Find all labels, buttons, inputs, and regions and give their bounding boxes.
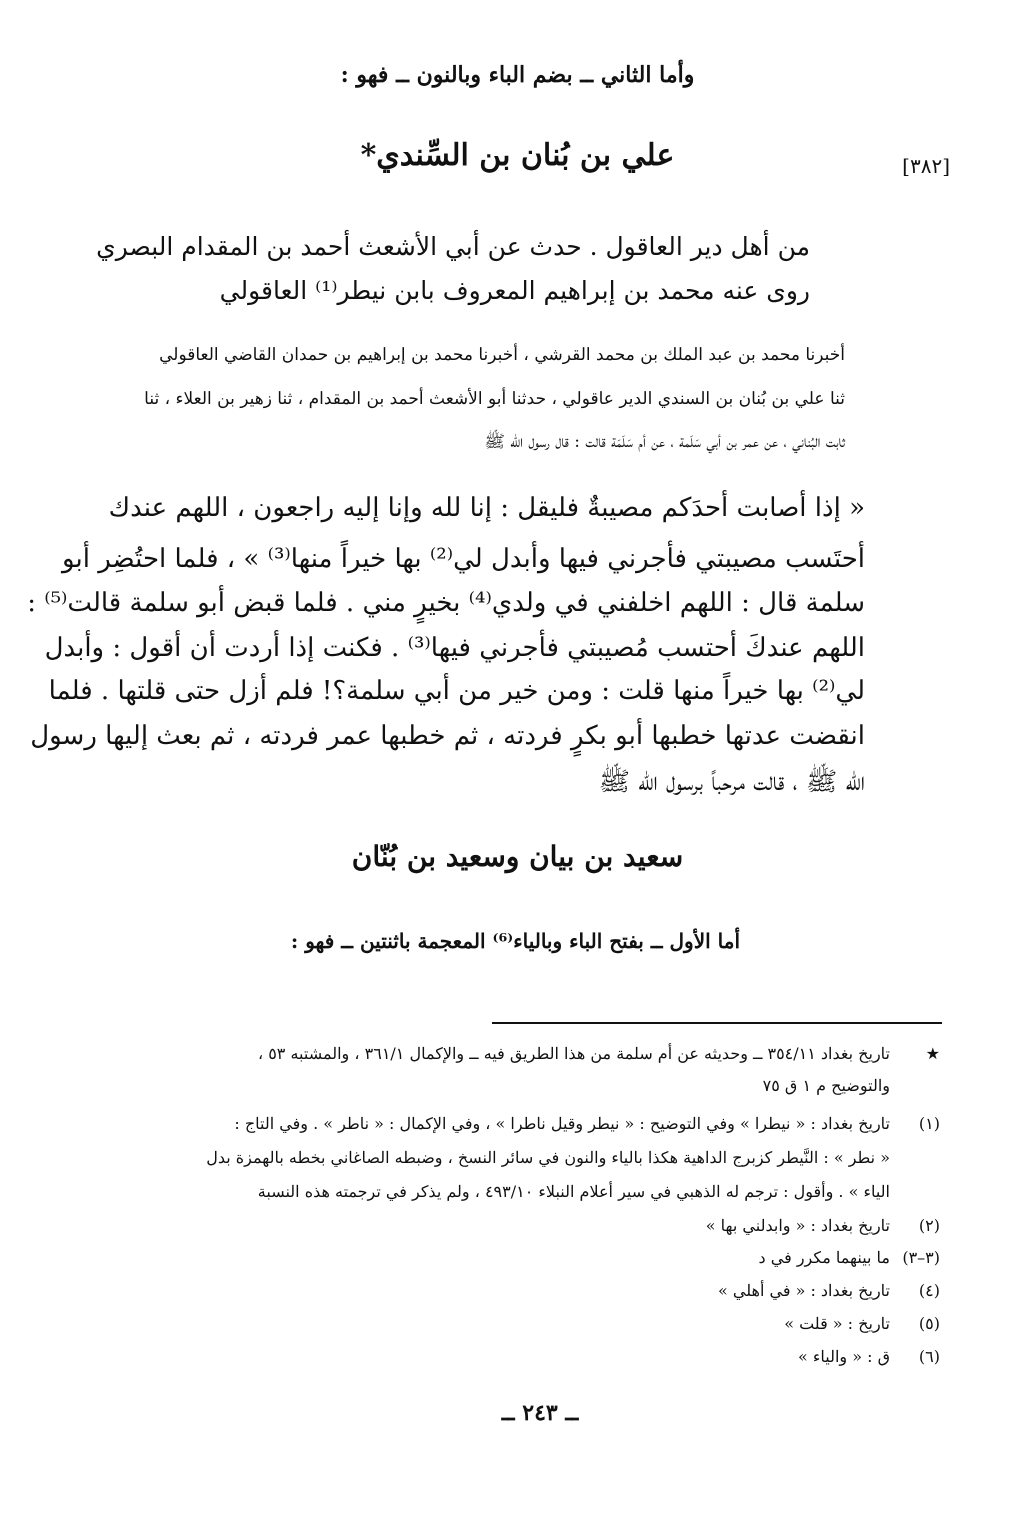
footnote-divider (492, 1022, 942, 1024)
footnote-line: ق : « والياء » (798, 1347, 890, 1366)
isnad-line: ثنا علي بن بُنان بن السندي الدير عاقولي ، حدثنا أبو الأشعث أحمد بن المقدام ، ثنا زهير بن العلاء ، ثنا (144, 389, 845, 409)
footnote-line: تاريخ بغداد : « في أهلي » (718, 1281, 890, 1300)
hadith-line: انقضت عدتها خطبها أبو بكرٍ فردته ، ثم خطبها عمر فردته ، ثم بعث إليها رسول (30, 721, 865, 751)
footnote-line: تاريخ بغداد ٣٥٤/١١ ــ وحديثه عن أم سلمة من هذا الطريق فيه ــ والإكمال ٣٦١/١ ، والمشتبه ٥٣ ، (257, 1044, 890, 1063)
hadith-line: الله ﷺ ، قالت مرحباً برسول الله ﷺ (598, 767, 865, 797)
footnote-line: تاريخ بغداد : « وابدلني بها » (705, 1216, 890, 1235)
footnote-marker: (٤) (918, 1281, 940, 1300)
hadith-line: « إذا أصابت أحدَكم مصيبةٌ فليقل : إنا لله وإنا إليه راجعون ، اللهم عندك (108, 493, 865, 523)
isnad-line: أخبرنا محمد بن عبد الملك بن محمد القرشي ، أخبرنا محمد بن إبراهيم بن حمدان القاضي العاقولي (159, 345, 845, 365)
hadith-line: اللهم عندكَ أحتسب مُصيبتي فأجرني فيها⁽³⁾ . فكنت إذا أردت أن أقول : وأبدل (44, 633, 865, 663)
footnote-line: والتوضيح م ١ ق ٧٥ (762, 1076, 890, 1095)
footnote-line: ما بينهما مكرر في د (758, 1248, 890, 1267)
intro-line: روى عنه محمد بن إبراهيم المعروف بابن نيطر⁽¹⁾ العاقولي (219, 276, 810, 305)
isnad-line: ثابت البُناني ، عن عمر بن أبي سَلَمة ، عن أم سَلَمَة قالت : قال رسول الله ﷺ (484, 432, 845, 452)
footnote-marker: (٦) (918, 1347, 940, 1366)
footnote-marker: (٣–٣) (902, 1248, 940, 1267)
hadith-line: لي⁽²⁾ بها خيراً منها قلت : ومن خير من أبي سلمة؟! فلم أزل حتى قلتها . فلما (48, 676, 865, 706)
footnote-line: « نطر » : النَّيطر كزبرج الداهية هكذا بالياء والنون في سائر النسخ ، وضبطه الصاغاني بخطه بالهمزة بدل (206, 1148, 890, 1167)
footnote-marker: ★ (925, 1044, 940, 1063)
footnote-line: تاريخ : « قلت » (784, 1314, 890, 1333)
section-header: وأما الثاني ــ بضم الباء وبالنون ــ فهو : (340, 62, 695, 88)
footnote-marker: (٥) (918, 1314, 940, 1333)
hadith-line: أحتَسب مصيبتي فأجرني فيها وأبدل لي⁽²⁾ بها خيراً منها⁽³⁾ » ، فلما احتُضِر أبو (62, 544, 865, 574)
footnote-line: تاريخ بغداد : « نيطرا » وفي التوضيح : « نيطر وقيل ناطرا » ، وفي الإكمال : « ناطر » . وفي التاج : (234, 1114, 890, 1133)
entry-number: [٣٨٢] (902, 154, 950, 178)
footnote-marker: (٢) (918, 1216, 940, 1235)
entry2-subheading: أما الأول ــ بفتح الباء وبالياء⁽⁶⁾ المعجمة باثنتين ــ فهو : (290, 929, 740, 953)
page-number: ــ ٢٤٣ ــ (501, 1400, 579, 1426)
footnote-marker: (١) (918, 1114, 940, 1133)
entry2-title: سعيد بن بيان وسعيد بن بُنّان (351, 840, 684, 873)
hadith-line: سلمة قال : اللهم اخلفني في ولدي⁽⁴⁾ بخيرٍ مني . فلما قبض أبو سلمة قالت⁽⁵⁾ : (27, 588, 865, 618)
entry-title: علي بن بُنان بن السِّندي* (360, 138, 675, 173)
intro-line: من أهل دير العاقول . حدث عن أبي الأشعث أحمد بن المقدام البصري (96, 232, 810, 261)
footnote-line: الياء » . وأقول : ترجم له الذهبي في سير أعلام النبلاء ٤٩٣/١٠ ، ولم يذكر في ترجمته هذه النسبة (257, 1182, 890, 1201)
